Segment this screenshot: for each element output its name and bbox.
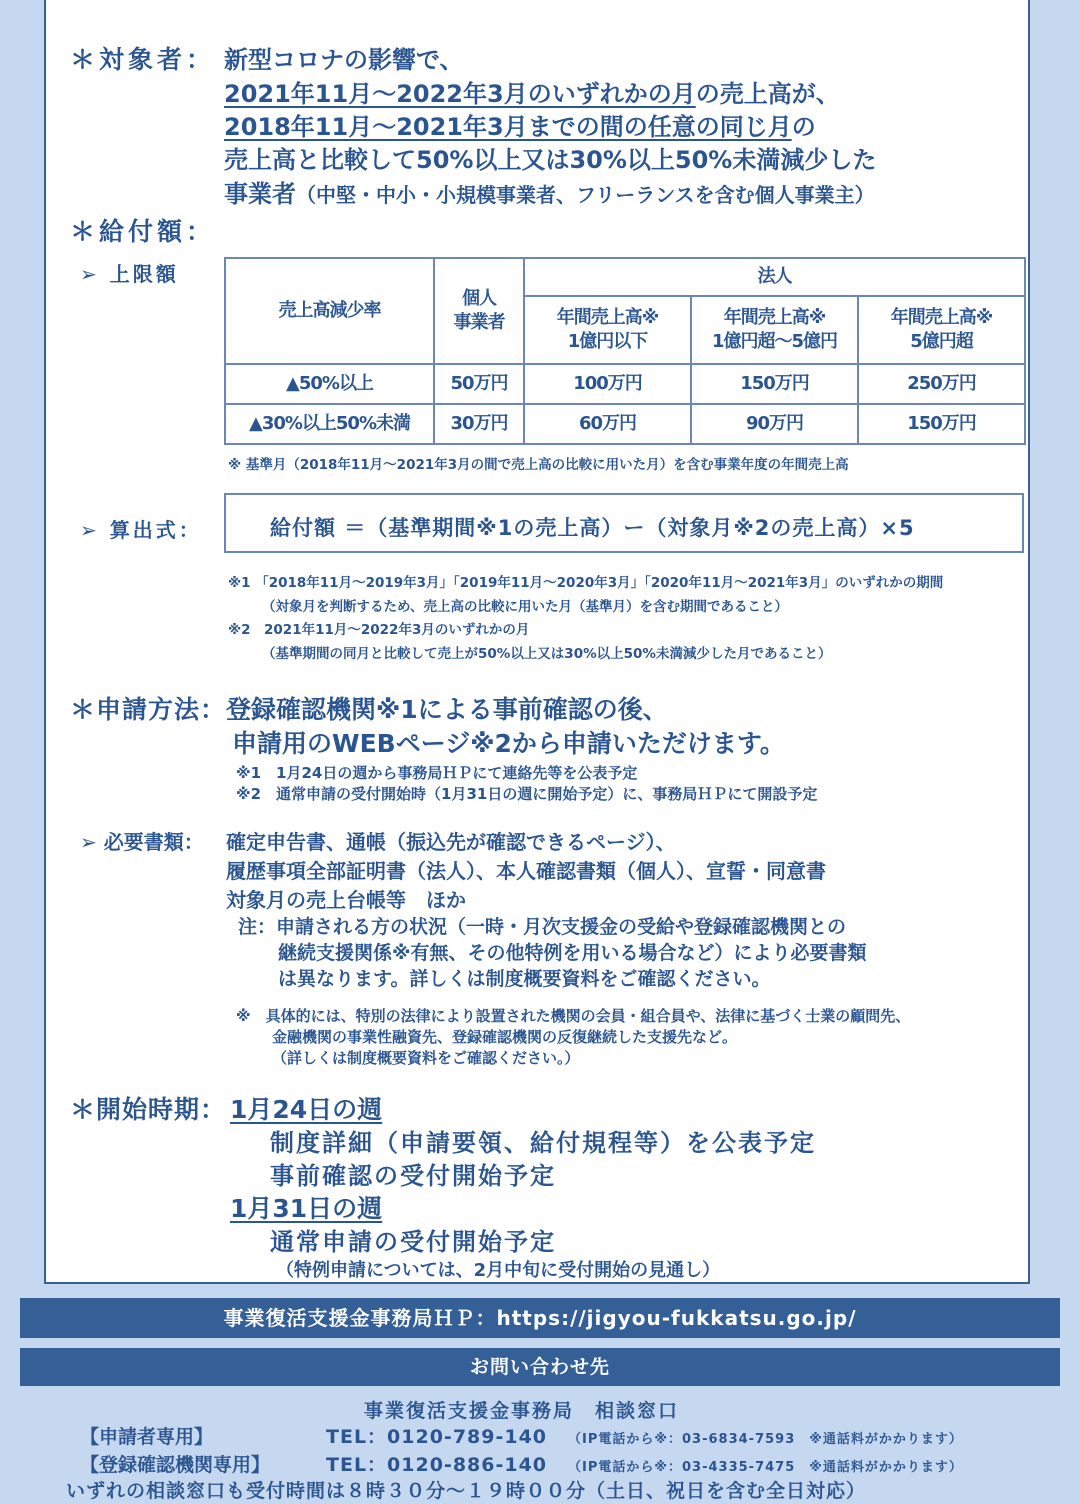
row-rate: ▲50%以上 [225,364,434,404]
row-corp1: 60万円 [524,404,691,444]
target-line-1: 新型コロナの影響で、 [224,46,464,74]
apply-label: ＊申請方法： [70,695,227,724]
docs-footnote-1: ※ 具体的には、特別の法律により設置された機関の会員・組合員や、法律に基づく士業の顧問先、 [236,1007,911,1025]
registrar-tel[interactable]: TEL：0120-886-140 [326,1454,548,1476]
limit-table [224,257,1026,445]
docs-label: ➢ 必要書類： [80,830,204,854]
applicant-tel[interactable]: TEL：0120-789-140 [326,1426,548,1448]
apply-line-2: 申請用のWEBページ※2から申請いただけます。 [232,729,785,758]
hp-bar [20,1298,1060,1338]
header-individual: 個人 事業者 [434,258,524,364]
row-corp1: 100万円 [524,364,691,404]
header-corp-sub1: 年間売上高※ 1億円以下 [524,296,691,364]
target-period-current: 2021年11月～2022年3月のいずれかの月 [224,80,696,108]
apply-note-1: ※1 1月24日の週から事務局ＨＰにて連絡先等を公表予定 [236,764,638,782]
docs-line-3: 対象月の売上台帳等 ほか [226,888,466,912]
start-week-1-item-1: 制度詳細（申請要領、給付規程等）を公表予定 [270,1129,816,1157]
benefit-label: ＊給付額： [70,217,216,246]
registrar-ip: （IP電話から※：03-4335-7475 ※通話料がかかります） [568,1460,963,1475]
contact-hours: いずれの相談窓口も受付時間は８時３０分～１９時００分（土日、祝日を含む全日対応） [66,1480,867,1502]
target-line-4: 売上高と比較して50%以上又は30%以上50%未満減少した [224,146,877,174]
applicant-ip: （IP電話から※：03-6834-7593 ※通話料がかかります） [568,1432,963,1447]
note-2: ※2 2021年11月～2022年3月のいずれかの月 [228,622,530,638]
target-line-3-rest: の [791,113,816,141]
apply-note-2: ※2 通常申請の受付開始時（1月31日の週に開始予定）に、事務局ＨＰにて開設予定 [236,785,818,803]
row-corp3: 150万円 [858,404,1025,444]
header-corp-sub3: 年間売上高※ 5億円超 [858,296,1025,364]
target-business-note: （中堅・中小・小規模事業者、フリーランスを含む個人事業主） [296,183,875,207]
table-note: ※ 基準月（2018年11月～2021年3月の間で売上高の比較に用いた月）を含む事業年度の年間売上高 [228,457,849,473]
table-row [225,404,1025,444]
start-label: ＊開始時期： [70,1095,227,1124]
formula: 給付額 ＝（基準期間※1の売上高）ー（対象月※2の売上高）×5 [270,516,915,540]
start-week-2-note: （特例申請については、2月中旬に受付開始の見通し） [276,1260,721,1281]
target-period-base: 2018年11月～2021年3月までの間の任意の同じ月 [224,113,792,141]
docs-line-1: 確定申告書、通帳（振込先が確認できるページ）、 [226,830,676,854]
target-line-3 [224,107,816,142]
target-business: 事業者 [224,180,296,208]
row-corp2: 150万円 [691,364,858,404]
row-individual: 30万円 [434,404,524,444]
row-rate: ▲30%以上50%未満 [225,404,434,444]
header-rate: 売上高減少率 [225,258,434,364]
docs-footnote-2: 金融機関の事業性融資先、登録確認機関の反復継続した支援先など。 [272,1028,738,1046]
contact-title: お問い合わせ先 [20,1348,1060,1386]
note-1: ※1 「2018年11月～2019年3月」「2019年11月～2020年3月」「2020年11月～2021年3月」のいずれかの期間 [228,575,944,591]
header-corp-sub2: 年間売上高※ 1億円超～5億円 [691,296,858,364]
applicant-label: 【申請者専用】 [80,1426,214,1448]
start-week-1-item-2: 事前確認の受付開始予定 [270,1162,556,1190]
target-line-2-rest: の売上高が、 [695,80,840,108]
hp-link[interactable]: 事業復活支援金事務局ＨＰ：https://jigyou-fukkatsu.go.jp/ [223,1306,857,1330]
row-individual: 50万円 [434,364,524,404]
apply-line-1: 登録確認機関※1による事前確認の後、 [226,695,668,724]
start-week-1: 1月24日の週 [230,1095,383,1124]
registrar-label: 【登録確認機関専用】 [80,1454,271,1476]
start-week-2-item-1: 通常申請の受付開始予定 [270,1228,556,1256]
formula-label: ➢ 算出式： [80,518,202,542]
limit-label: ➢ 上限額 [80,262,179,286]
header-corp: 法人 [524,258,1025,296]
contact-office: 事業復活支援金事務局 相談窓口 [364,1400,680,1422]
docs-caution-2: 継続支援関係※有無、その他特例を用いる場合など）により必要書類 [278,942,867,964]
docs-line-2: 履歴事項全部証明書（法人）、本人確認書類（個人）、宣誓・同意書 [226,859,826,883]
row-corp3: 250万円 [858,364,1025,404]
docs-caution-3: は異なります。詳しくは制度概要資料をご確認ください。 [278,968,771,990]
row-corp2: 90万円 [691,404,858,444]
docs-caution-1: 注：申請される方の状況（一時・月次支援金の受給や登録確認機関との [238,916,847,938]
note-2-sub: （基準期間の同月と比較して売上が50%以上又は30%以上50%未満減少した月であること） [262,646,832,662]
target-label: ＊対象者： [70,45,216,74]
start-week-2: 1月31日の週 [230,1194,383,1223]
docs-footnote-3: （詳しくは制度概要資料をご確認ください。） [272,1049,580,1067]
note-1-sub: （対象月を判断するため、売上高の比較に用いた月（基準月）を含む期間であること） [262,599,788,615]
target-line-5 [224,174,875,209]
target-line-2 [224,74,840,109]
table-row [225,364,1025,404]
